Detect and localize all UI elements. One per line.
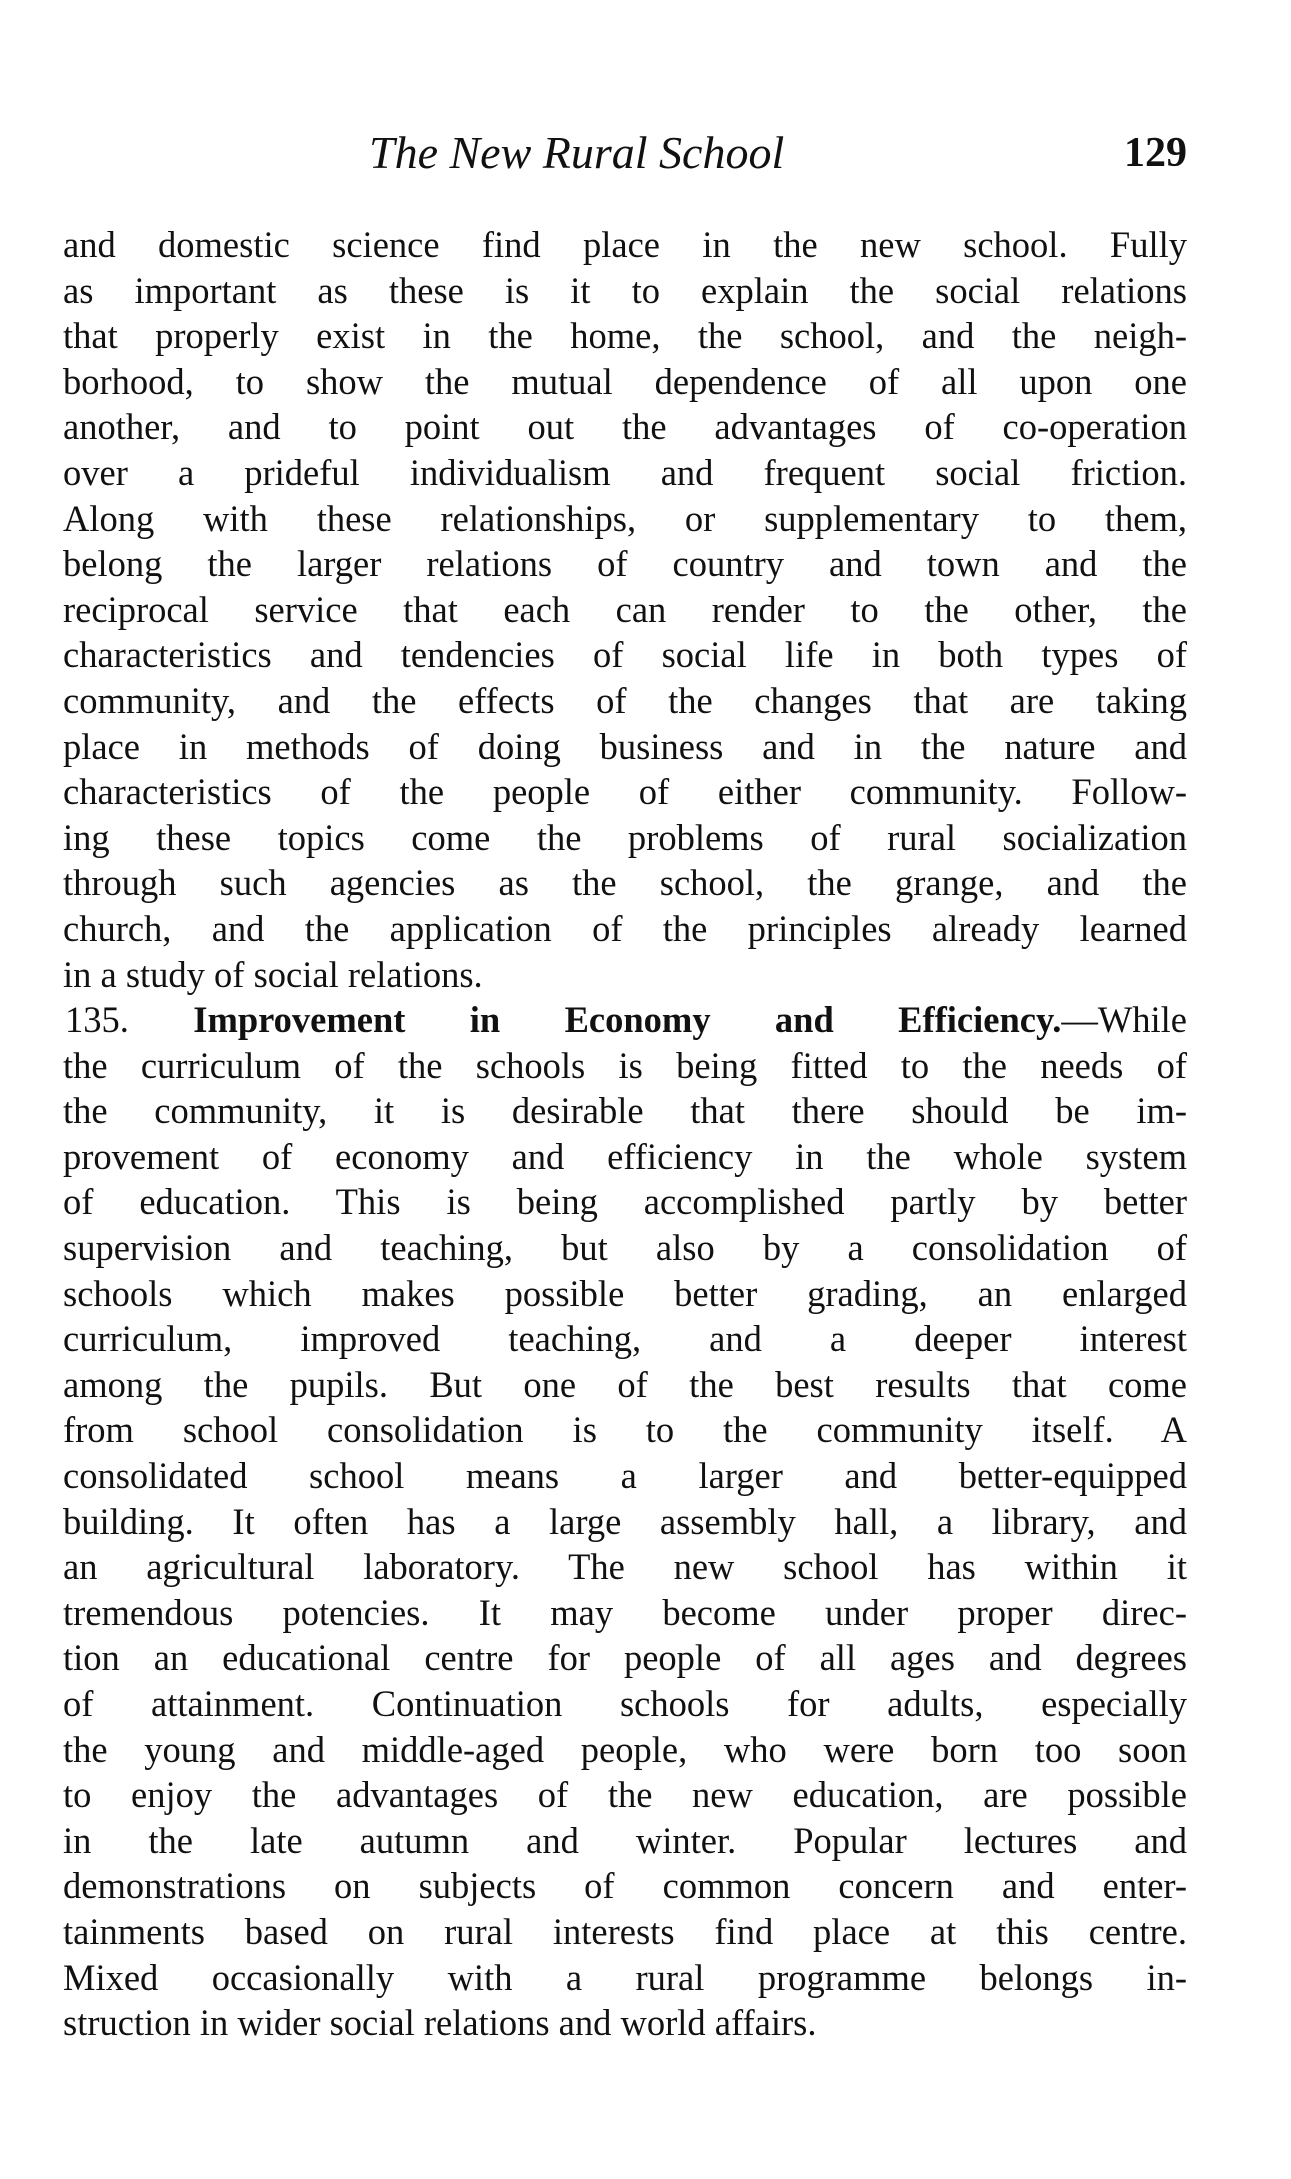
text-line: struction in wider social relations and world affairs.: [63, 2002, 817, 2044]
heading-continuation: —While: [1061, 999, 1188, 1041]
paragraph-135: [63, 997, 1187, 2046]
text-line: the curriculum of the schools is being fitted to the needs of: [63, 1044, 1187, 1086]
text-line: the young and middle-aged people, who were born too soon: [63, 1728, 1187, 1770]
text-line: of education. This is being accomplished partly by better: [63, 1181, 1187, 1223]
text-line: building. It often has a large assembly hall, a library, and: [63, 1500, 1187, 1542]
text-line: Along with these relationships, or supplementary to them,: [63, 497, 1187, 539]
text-line: the community, it is desirable that there should be im-: [63, 1090, 1187, 1132]
text-line: community, and the effects of the changes that are taking: [63, 679, 1187, 721]
text-line: over a prideful individualism and frequent social friction.: [63, 451, 1187, 493]
text-line: Mixed occasionally with a rural programme belongs in-: [63, 1956, 1187, 1998]
text-line: belong the larger relations of country and town and the: [63, 543, 1187, 585]
text-line: borhood, to show the mutual dependence of all upon one: [63, 360, 1187, 402]
section-number: 135.: [65, 999, 129, 1041]
text-line: an agricultural laboratory. The new school has within it: [63, 1546, 1187, 1588]
text-line: supervision and teaching, but also by a consolidation of: [63, 1227, 1187, 1269]
section-heading-line: [63, 997, 1187, 1043]
text-line: schools which makes possible better grading, an enlarged: [63, 1272, 1187, 1314]
paragraph-1: [63, 222, 1187, 997]
text-line: characteristics of the people of either community. Follow-: [63, 771, 1187, 813]
text-line: from school consolidation is to the community itself. A: [63, 1409, 1187, 1451]
text-line: among the pupils. But one of the best results that come: [63, 1363, 1187, 1405]
text-line: through such agencies as the school, the grange, and the: [63, 862, 1187, 904]
text-line: of attainment. Continuation schools for adults, especially: [63, 1683, 1187, 1724]
text-line: place in methods of doing business and in the nature and: [63, 725, 1187, 767]
section-heading: Improvement in Economy and Efficiency.: [193, 999, 1062, 1041]
text-line: that properly exist in the home, the school, and the neigh-: [63, 315, 1187, 357]
text-line: church, and the application of the principles already learned: [63, 907, 1187, 949]
text-line: tion an educational centre for people of all ages and degrees: [63, 1637, 1187, 1679]
text-line: consolidated school means a larger and better-equipped: [63, 1455, 1187, 1497]
text-line: as important as these is it to explain the social relations: [63, 269, 1187, 311]
text-line: curriculum, improved teaching, and a deeper interest: [63, 1318, 1187, 1360]
running-header: [63, 128, 1187, 178]
text-line: reciprocal service that each can render to the other, the: [63, 588, 1187, 630]
text-line: tremendous potencies. It may become under proper direc-: [63, 1591, 1187, 1633]
text-line: in the late autumn and winter. Popular lectures and: [63, 1819, 1187, 1861]
text-line: ing these topics come the problems of rural socialization: [63, 816, 1187, 858]
running-title: The New Rural School: [369, 127, 785, 178]
text-line: and domestic science find place in the new school. Fully: [63, 224, 1187, 265]
text-line: another, and to point out the advantages of co-operation: [63, 406, 1187, 448]
text-line: tainments based on rural interests find place at this centre.: [63, 1910, 1187, 1952]
text-line: demonstrations on subjects of common concern and enter-: [63, 1865, 1187, 1907]
text-line: to enjoy the advantages of the new education, are possible: [63, 1774, 1187, 1816]
page-body: [63, 222, 1187, 2046]
text-line: provement of economy and efficiency in the whole system: [63, 1135, 1187, 1177]
text-line: in a study of social relations.: [63, 953, 483, 995]
text-line: characteristics and tendencies of social life in both types of: [63, 634, 1187, 676]
page-number: 129: [1124, 130, 1187, 176]
